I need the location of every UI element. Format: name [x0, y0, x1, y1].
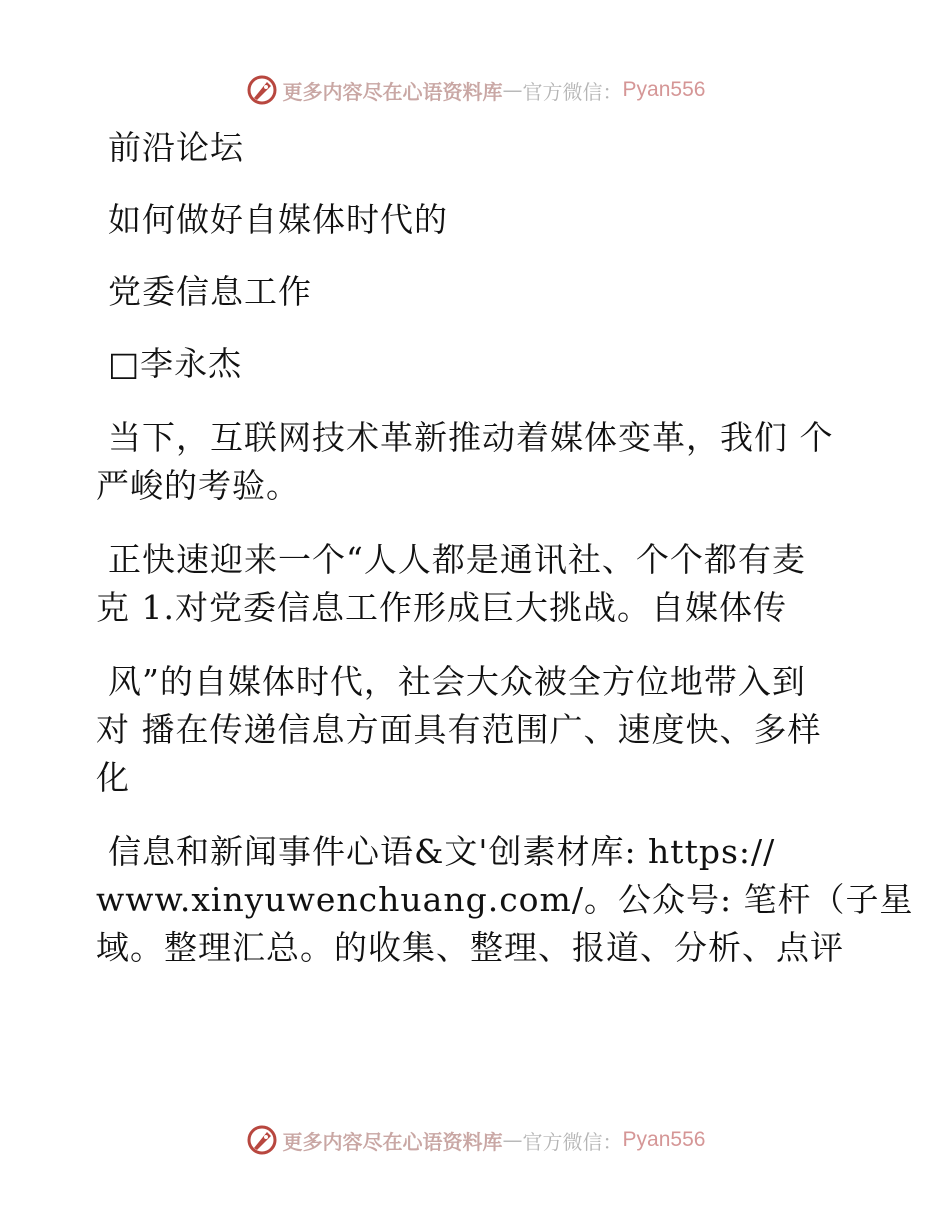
pen-nib-logo-icon — [245, 1123, 279, 1157]
paragraph-line: 正快速迎来一个“人人都是通讯社、个个都有麦 — [108, 540, 806, 579]
banner-separator: — — [502, 78, 523, 102]
banner-wechat-label: 官方微信： — [522, 79, 623, 104]
footer-watermark — [0, 1120, 950, 1160]
paragraph-line: 域。整理汇总。的收集、整理、报道、分析、点评 — [96, 928, 844, 967]
pen-nib-logo-icon — [245, 73, 279, 107]
paragraph-line: 严峻的考验。 — [96, 466, 300, 505]
document-body — [96, 124, 914, 972]
paragraph-line: www.xinyuwenchuang.com/。公众号: 笔杆（子星 — [96, 880, 914, 919]
paragraph-line: 当下，互联网技术革新推动着媒体变革，我们 个 — [108, 418, 834, 457]
paragraph-line: 克 1.对党委信息工作形成巨大挑战。自媒体传 — [96, 588, 787, 627]
paragraph-line: 对 播在传递信息方面具有范围广、速度快、多样 — [96, 710, 822, 749]
paragraph-line: 信息和新闻事件心语&文'创素材库: https:// — [108, 832, 776, 871]
banner-title: 更多内容尽在心语资料库 — [282, 79, 503, 104]
banner-separator: — — [502, 1128, 523, 1152]
author-line: □李永杰 — [108, 344, 243, 383]
article-title-line-2: 党委信息工作 — [108, 272, 312, 311]
article-title-line-1: 如何做好自媒体时代的 — [108, 200, 448, 239]
section-label: 前沿论坛 — [108, 128, 244, 167]
header-watermark — [0, 70, 950, 110]
banner-wechat-label: 官方微信： — [522, 1129, 623, 1154]
paragraph-line: 风”的自媒体时代，社会大众被全方位地带入到 — [108, 662, 806, 701]
banner-title: 更多内容尽在心语资料库 — [282, 1129, 503, 1154]
banner-wechat-id: Pyan556 — [622, 78, 706, 101]
banner-wechat-id: Pyan556 — [622, 1128, 706, 1151]
paragraph-line: 化 — [96, 758, 130, 797]
